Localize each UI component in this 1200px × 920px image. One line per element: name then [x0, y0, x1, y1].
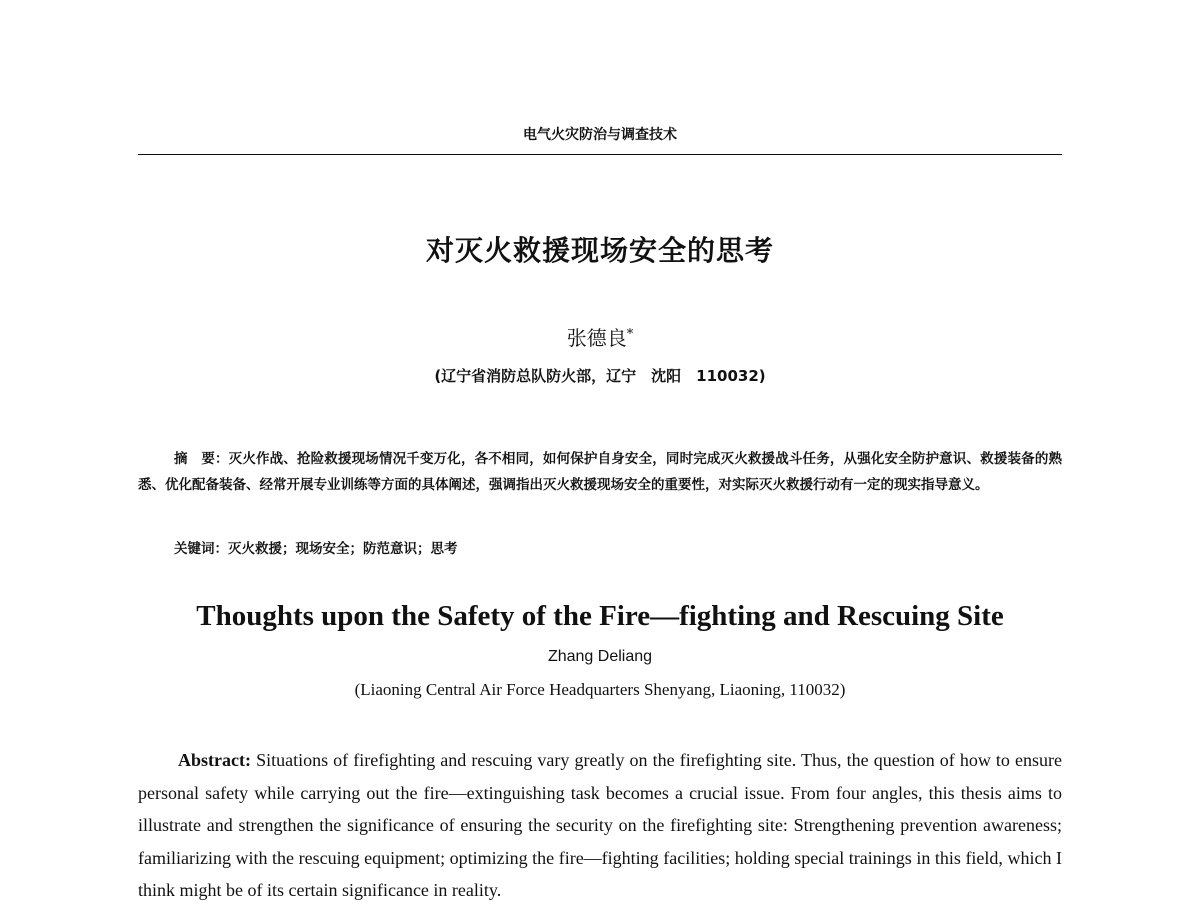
author-name-cn: 张德良 [566, 326, 627, 350]
keywords-cn [174, 537, 458, 557]
abstract-label-cn: 摘 要： [174, 451, 229, 467]
keywords-label-cn: 关键词： [174, 541, 228, 557]
header-rule [138, 154, 1062, 155]
keywords-text-cn: 灭火救援；现场安全；防范意识；思考 [228, 541, 458, 557]
author-cn [0, 322, 1200, 351]
affiliation-cn: (辽宁省消防总队防火部，辽宁 沈阳 110032) [434, 367, 766, 385]
running-head: 电气火灾防治与调查技术 [523, 127, 677, 143]
abstract-label-en: Abstract: [178, 750, 251, 770]
author-footnote-mark: * [626, 327, 634, 342]
article-title-en: Thoughts upon the Safety of the Fire—fighting and Rescuing Site [196, 600, 1004, 632]
affiliation-en: (Liaoning Central Air Force Headquarters Shenyang, Liaoning, 110032) [354, 680, 846, 699]
abstract-cn [138, 446, 1062, 498]
article-title-cn: 对灭火救援现场安全的思考 [425, 234, 774, 267]
abstract-text-en: Situations of firefighting and rescuing vary greatly on the firefighting site. Thus, the question of how to ensure personal safety while carrying out the fire—extinguishing task becomes a crucial issue. From four angles, this thesis aims to illustrate and strengthen the significance of ensuring the security on the firefighting site: Strengthening prevention awareness; familiarizing with the rescuing equipment; optimizing the fire—fighting facilities; holding special trainings in this field, which I think might be of its certain significance in reality. [138, 750, 1062, 900]
abstract-en [138, 744, 1062, 907]
abstract-text-cn: 灭火作战、抢险救援现场情况千变万化，各不相同，如何保护自身安全，同时完成灭火救援战斗任务，从强化安全防护意识、救援装备的熟悉、优化配备装备、经常开展专业训练等方面的具体阐述，强调指出灭火救援现场安全的重要性，对实际灭火救援行动有一定的现实指导意义。 [138, 451, 1062, 493]
author-en: Zhang Deliang [547, 648, 653, 665]
